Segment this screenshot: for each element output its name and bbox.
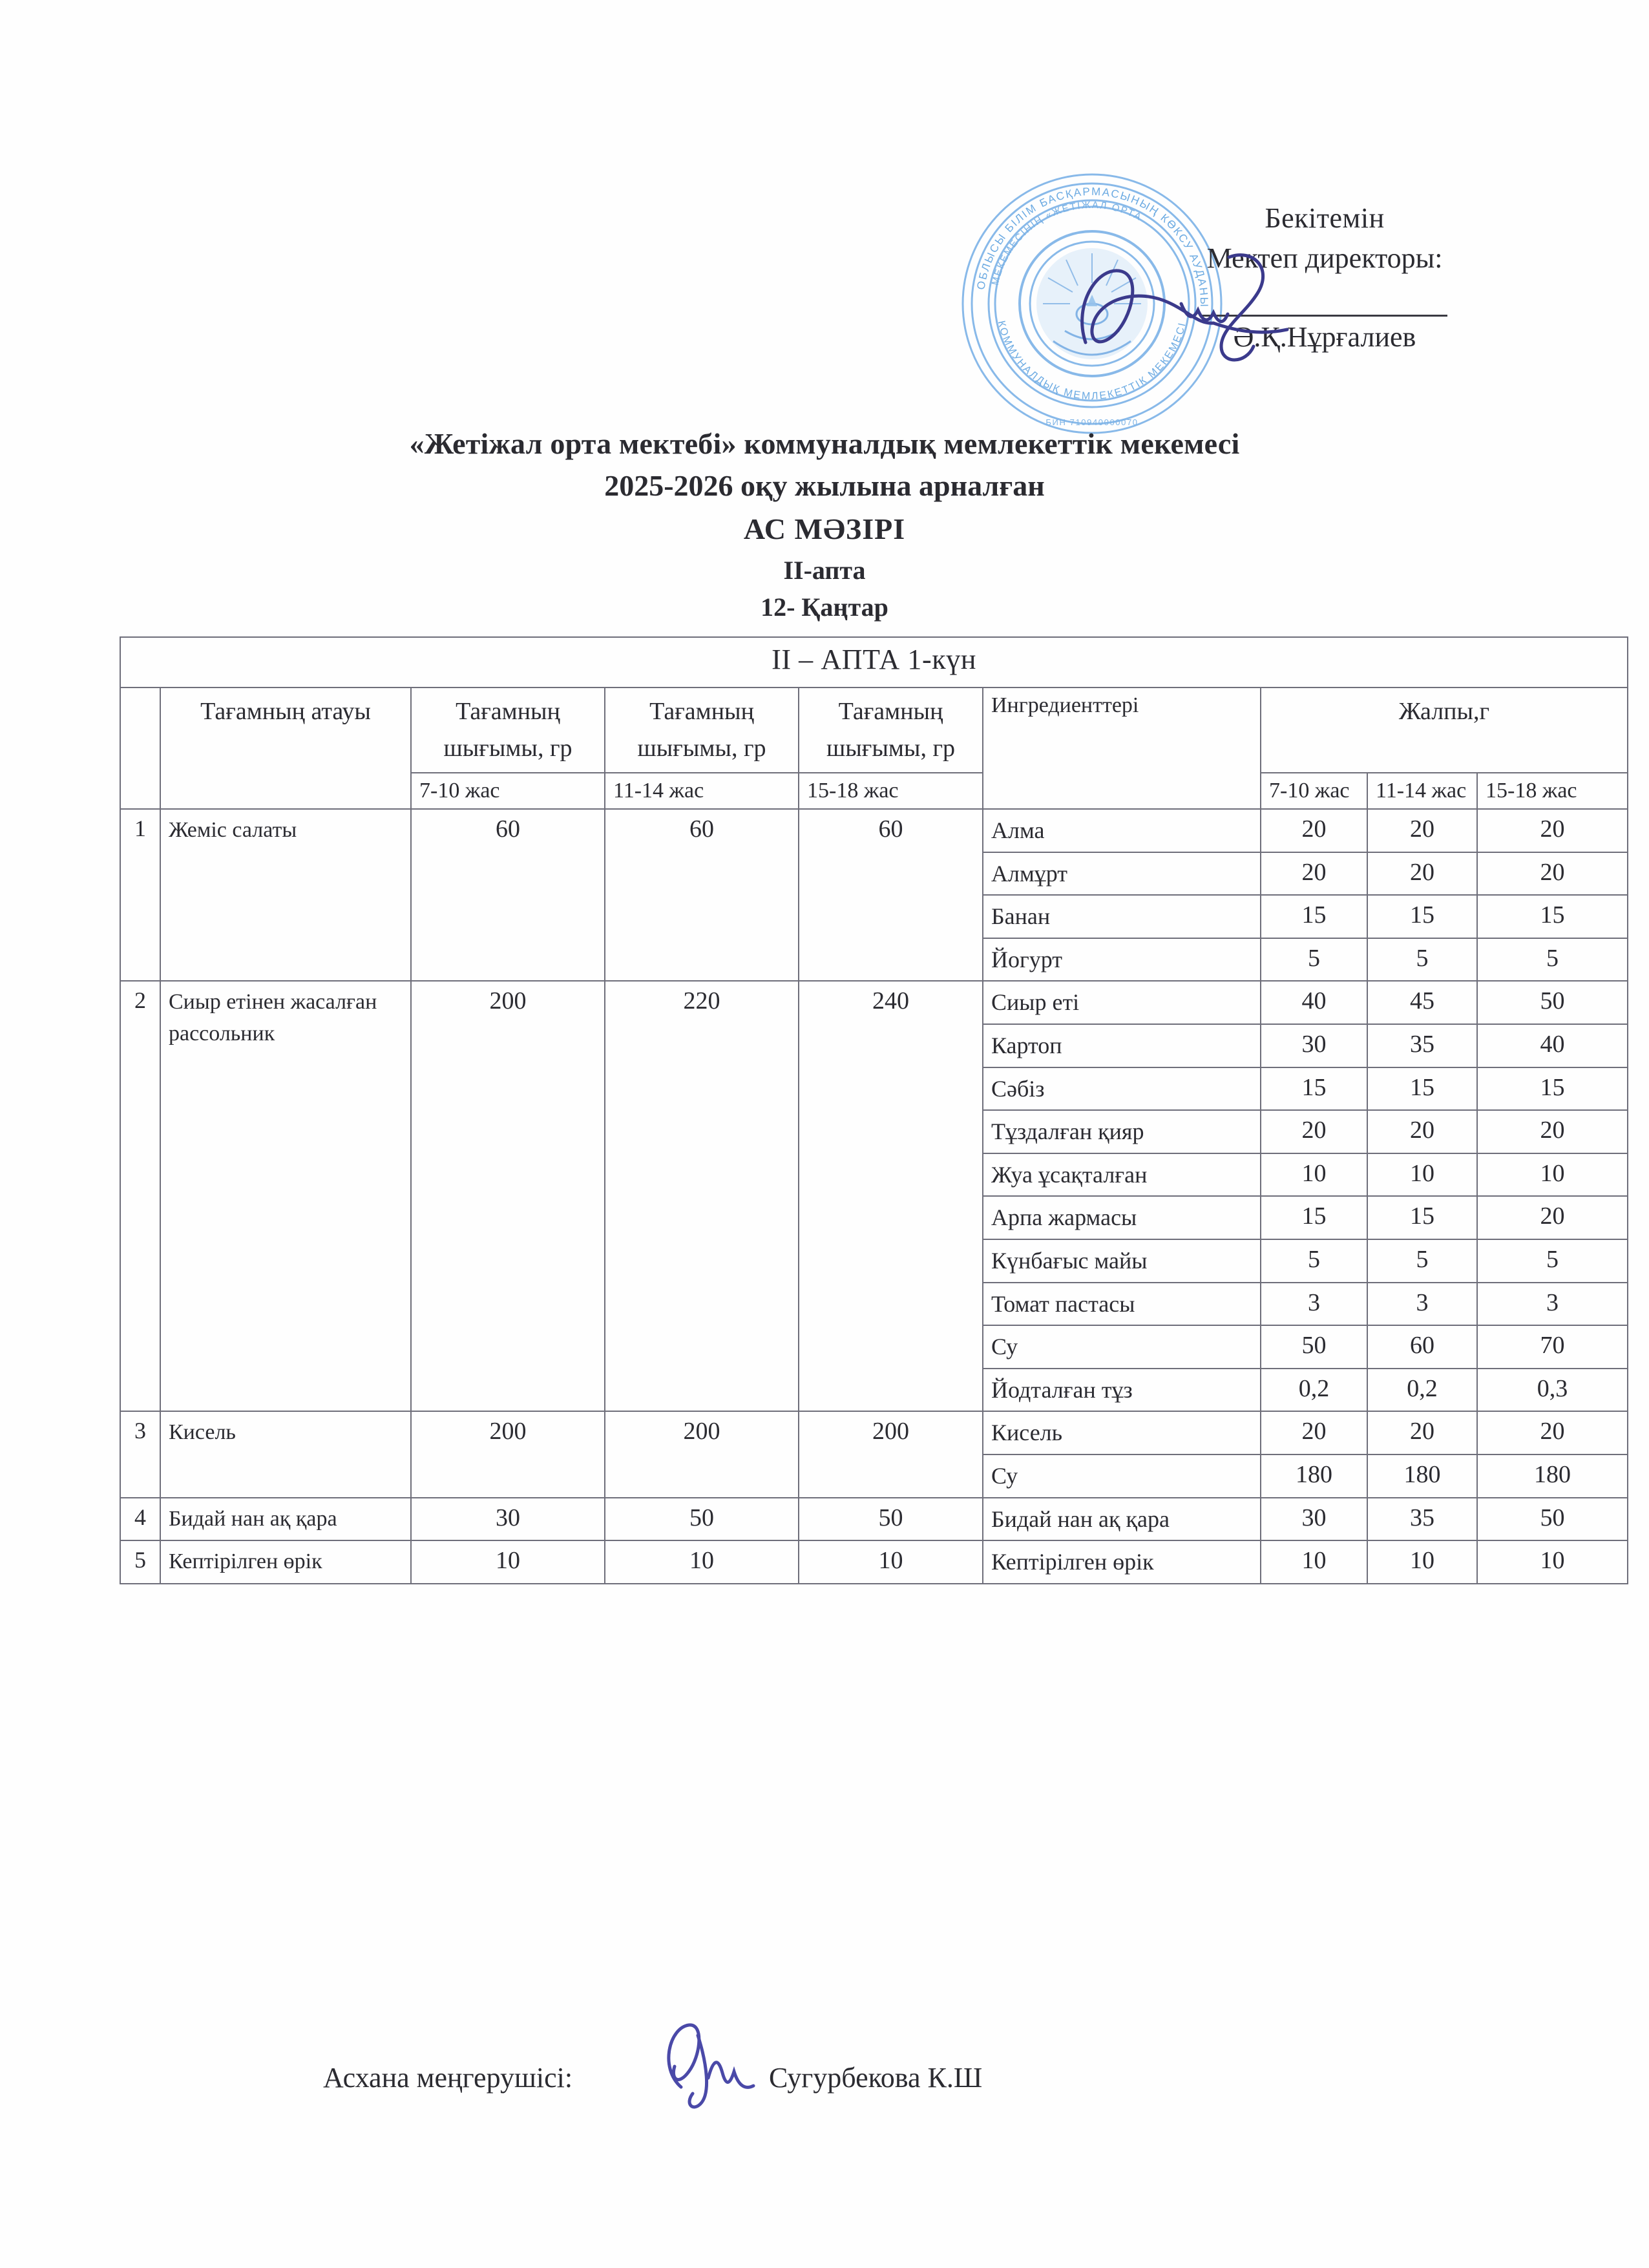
ingredient-amount-11-14: 45 — [1367, 981, 1477, 1024]
chef-name-label: Сугурбекова К.Ш — [769, 2062, 983, 2094]
ingredient-amount-15-18: 20 — [1477, 1411, 1628, 1454]
ingredient-name: Тұздалған қияр — [983, 1110, 1261, 1153]
table-row — [120, 1540, 1628, 1584]
ingredient-amount-7-10: 10 — [1261, 1540, 1367, 1584]
ingredient-amount-15-18: 10 — [1477, 1540, 1628, 1584]
subheader-age-11-14: 11-14 жас — [605, 773, 799, 809]
ingredient-amount-7-10: 20 — [1261, 1411, 1367, 1454]
table-row — [120, 1411, 1628, 1454]
subheader-total-7-10: 7-10 жас — [1261, 773, 1367, 809]
table-header-row — [120, 688, 1628, 773]
ingredient-name: Томат пастасы — [983, 1283, 1261, 1326]
dish-yield-7-10-4: 30 — [411, 1498, 605, 1541]
subheader-age-15-18: 15-18 жас — [799, 773, 983, 809]
ingredient-amount-7-10: 15 — [1261, 1196, 1367, 1239]
ingredient-amount-15-18: 15 — [1477, 1067, 1628, 1111]
ingredient-name: Банан — [983, 895, 1261, 938]
institution-title: «Жетіжал орта мектебі» коммуналдық мемлекеттік мекемесі — [409, 427, 1240, 460]
subheader-total-11-14: 11-14 жас — [1367, 773, 1477, 809]
header-rownum-cell — [120, 688, 160, 809]
ingredient-amount-15-18: 70 — [1477, 1325, 1628, 1369]
dish-yield-7-10-3: 200 — [411, 1411, 605, 1497]
ingredient-amount-11-14: 10 — [1367, 1153, 1477, 1197]
ingredient-amount-11-14: 5 — [1367, 1239, 1477, 1283]
document-title-block — [0, 426, 1649, 622]
ingredient-name: Жуа ұсақталған — [983, 1153, 1261, 1197]
ingredient-amount-15-18: 40 — [1477, 1024, 1628, 1067]
dish-name-2: Сиыр етінен жасалған рассольник — [160, 981, 411, 1411]
ingredient-amount-7-10: 15 — [1261, 1067, 1367, 1111]
ingredient-amount-15-18: 50 — [1477, 981, 1628, 1024]
dish-name-5: Кептірілген өрік — [160, 1540, 411, 1584]
header-yield-15-18: Тағамның шығымы, гр — [799, 688, 983, 773]
ingredient-amount-7-10: 5 — [1261, 1239, 1367, 1283]
dish-yield-11-14-4: 50 — [605, 1498, 799, 1541]
row-number-2: 2 — [120, 981, 160, 1411]
table-row — [120, 809, 1628, 852]
ingredient-amount-11-14: 20 — [1367, 1411, 1477, 1454]
document-type-title: АС МӘЗІРІ — [743, 512, 906, 545]
ingredient-amount-7-10: 20 — [1261, 1110, 1367, 1153]
ingredient-amount-15-18: 0,3 — [1477, 1369, 1628, 1412]
ingredient-amount-15-18: 10 — [1477, 1153, 1628, 1197]
ingredient-name: Кептірілген өрік — [983, 1540, 1261, 1584]
ingredient-amount-7-10: 3 — [1261, 1283, 1367, 1326]
ingredient-amount-7-10: 20 — [1261, 852, 1367, 896]
approval-role-label: Мектеп директоры: — [1206, 242, 1443, 275]
svg-text:МЕКЕМЕСІНІҢ «ЖЕТІЖАЛ ОРТА: МЕКЕМЕСІНІҢ «ЖЕТІЖАЛ ОРТА — [989, 199, 1144, 287]
header-yield-11-14: Тағамның шығымы, гр — [605, 688, 799, 773]
ingredient-name: Су — [983, 1325, 1261, 1369]
ingredient-amount-7-10: 180 — [1261, 1454, 1367, 1498]
ingredient-amount-15-18: 15 — [1477, 895, 1628, 938]
ingredient-amount-7-10: 50 — [1261, 1325, 1367, 1369]
ingredient-amount-15-18: 3 — [1477, 1283, 1628, 1326]
ingredient-amount-7-10: 15 — [1261, 895, 1367, 938]
ingredient-name: Су — [983, 1454, 1261, 1498]
ingredient-amount-15-18: 20 — [1477, 809, 1628, 852]
week-label: II-апта — [783, 556, 866, 585]
dish-yield-11-14-3: 200 — [605, 1411, 799, 1497]
ingredient-amount-7-10: 10 — [1261, 1153, 1367, 1197]
ingredient-amount-11-14: 20 — [1367, 852, 1477, 896]
svg-text:БИН 710940000070: БИН 710940000070 — [1045, 417, 1139, 427]
row-number-1: 1 — [120, 809, 160, 981]
director-name-label: Ә.Қ.Нұрғалиев — [1233, 320, 1416, 353]
ingredient-name: Йодталған тұз — [983, 1369, 1261, 1412]
ingredient-amount-15-18: 50 — [1477, 1498, 1628, 1541]
date-label: 12- Қаңтар — [761, 593, 888, 622]
dish-name-1: Жеміс салаты — [160, 809, 411, 981]
subheader-total-15-18: 15-18 жас — [1477, 773, 1628, 809]
ingredient-name: Алма — [983, 809, 1261, 852]
ingredient-amount-7-10: 30 — [1261, 1024, 1367, 1067]
dish-yield-15-18-3: 200 — [799, 1411, 983, 1497]
dish-yield-15-18-5: 10 — [799, 1540, 983, 1584]
signature-rule — [1202, 315, 1447, 317]
header-ingredients: Ингредиенттері — [983, 688, 1261, 809]
subheader-age-7-10: 7-10 жас — [411, 773, 605, 809]
approval-confirm-label: Бекітемін — [1265, 202, 1385, 234]
ingredient-name: Бидай нан ақ қара — [983, 1498, 1261, 1541]
table-day-title-row — [120, 637, 1628, 688]
ingredient-name: Күнбағыс майы — [983, 1239, 1261, 1283]
menu-table — [120, 636, 1628, 1584]
ingredient-amount-11-14: 20 — [1367, 1110, 1477, 1153]
header-yield-7-10: Тағамның шығымы, гр — [411, 688, 605, 773]
ingredient-amount-15-18: 20 — [1477, 852, 1628, 896]
dish-yield-7-10-1: 60 — [411, 809, 605, 981]
ingredient-name: Картоп — [983, 1024, 1261, 1067]
ingredient-amount-11-14: 20 — [1367, 809, 1477, 852]
table-row — [120, 1498, 1628, 1541]
ingredient-amount-15-18: 5 — [1477, 938, 1628, 982]
ingredient-amount-11-14: 15 — [1367, 1196, 1477, 1239]
dish-yield-11-14-2: 220 — [605, 981, 799, 1411]
ingredient-name: Арпа жармасы — [983, 1196, 1261, 1239]
dish-yield-7-10-2: 200 — [411, 981, 605, 1411]
dish-yield-7-10-5: 10 — [411, 1540, 605, 1584]
ingredient-amount-11-14: 3 — [1367, 1283, 1477, 1326]
ingredient-amount-7-10: 5 — [1261, 938, 1367, 982]
dish-yield-15-18-1: 60 — [799, 809, 983, 981]
table-row — [120, 981, 1628, 1024]
row-number-3: 3 — [120, 1411, 160, 1497]
chef-role-label: Асхана меңгерушісі: — [323, 2062, 573, 2094]
ingredient-amount-11-14: 10 — [1367, 1540, 1477, 1584]
ingredient-amount-11-14: 35 — [1367, 1498, 1477, 1541]
row-number-4: 4 — [120, 1498, 160, 1541]
ingredient-amount-11-14: 180 — [1367, 1454, 1477, 1498]
ingredient-amount-15-18: 5 — [1477, 1239, 1628, 1283]
ingredient-amount-11-14: 0,2 — [1367, 1369, 1477, 1412]
ingredient-amount-11-14: 35 — [1367, 1024, 1477, 1067]
ingredient-name: Сәбіз — [983, 1067, 1261, 1111]
ingredient-name: Сиыр еті — [983, 981, 1261, 1024]
approval-block — [1157, 200, 1493, 355]
ingredient-name: Йогурт — [983, 938, 1261, 982]
dish-yield-11-14-5: 10 — [605, 1540, 799, 1584]
chef-signature — [653, 2016, 788, 2113]
ingredient-amount-11-14: 5 — [1367, 938, 1477, 982]
ingredient-amount-15-18: 20 — [1477, 1196, 1628, 1239]
ingredient-amount-15-18: 20 — [1477, 1110, 1628, 1153]
day-title-cell: II – АПТА 1-күн — [120, 637, 1628, 688]
dish-yield-15-18-4: 50 — [799, 1498, 983, 1541]
ingredient-amount-7-10: 30 — [1261, 1498, 1367, 1541]
dish-yield-15-18-2: 240 — [799, 981, 983, 1411]
ingredient-amount-7-10: 20 — [1261, 809, 1367, 852]
svg-text:ОБЛЫСЫ БІЛІМ БАСҚАРМАСЫНЫҢ КӨК: ОБЛЫСЫ БІЛІМ БАСҚАРМАСЫНЫҢ КӨКСУ АУДАНЫ — [974, 185, 1211, 309]
dish-name-3: Кисель — [160, 1411, 411, 1497]
ingredient-amount-7-10: 40 — [1261, 981, 1367, 1024]
ingredient-name: Кисель — [983, 1411, 1261, 1454]
header-dish-name: Тағамның атауы — [160, 688, 411, 809]
header-total: Жалпы,г — [1261, 688, 1628, 773]
ingredient-amount-11-14: 15 — [1367, 1067, 1477, 1111]
dish-yield-11-14-1: 60 — [605, 809, 799, 981]
ingredient-amount-7-10: 0,2 — [1261, 1369, 1367, 1412]
school-year-title: 2025-2026 оқу жылына арналған — [604, 469, 1045, 502]
ingredient-amount-15-18: 180 — [1477, 1454, 1628, 1498]
svg-text:КОММУНАЛДЫҚ МЕМЛЕКЕТТІК МЕКЕМЕ: КОММУНАЛДЫҚ МЕМЛЕКЕТТІК МЕКЕМЕСІ — [995, 319, 1189, 403]
dish-name-4: Бидай нан ақ қара — [160, 1498, 411, 1541]
ingredient-amount-11-14: 15 — [1367, 895, 1477, 938]
ingredient-name: Алмұрт — [983, 852, 1261, 896]
row-number-5: 5 — [120, 1540, 160, 1584]
ingredient-amount-11-14: 60 — [1367, 1325, 1477, 1369]
